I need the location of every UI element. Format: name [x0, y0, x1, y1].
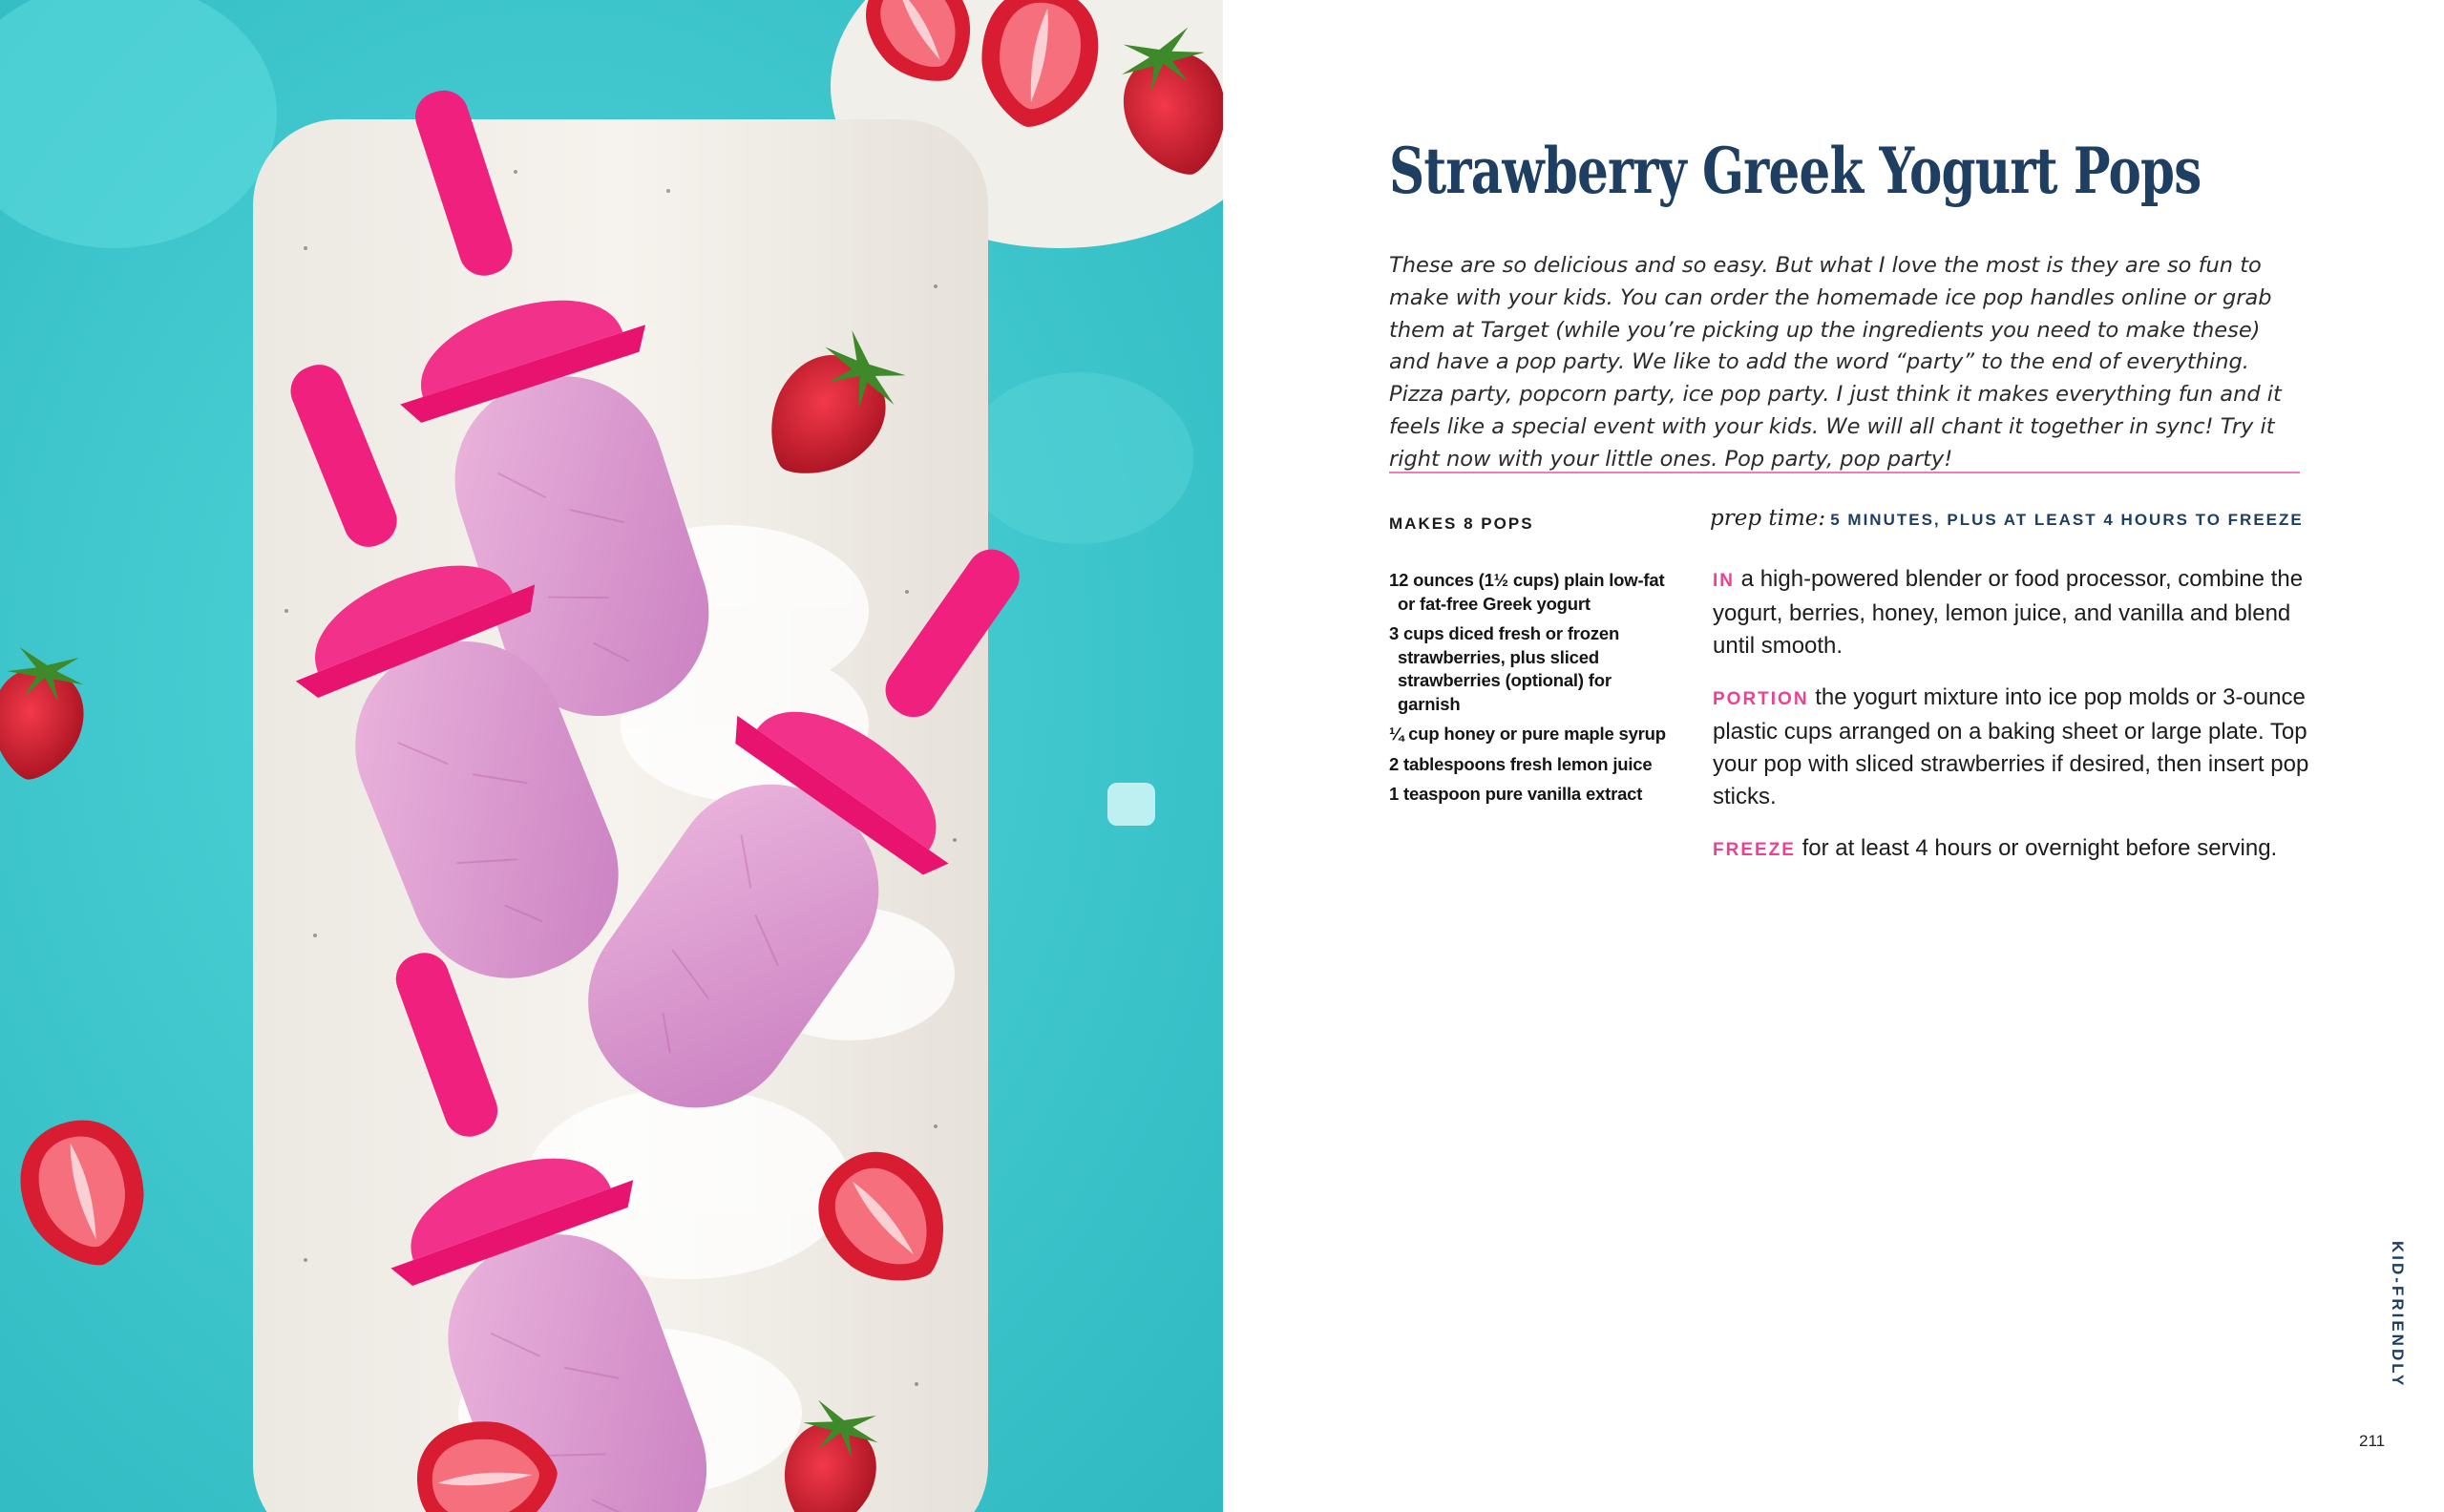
step-verb: PORTION — [1713, 689, 1809, 709]
ingredient-item: 12 ounces (1½ cups) plain low-fat or fat-free Greek yogurt — [1389, 570, 1665, 614]
ingredient-item: 3 cups diced fresh or frozen strawberries, plus sliced strawberries (optional) for garnish — [1389, 623, 1620, 714]
method-steps — [1713, 563, 2324, 886]
step-text: the yogurt mixture into ice pop molds or 3-ounce plastic cups arranged on a baking sheet or large plate. Top your pop with sliced strawberries if desired, then insert pop sticks. — [1713, 684, 2309, 809]
prep-time-label: prep time: — [1710, 506, 1826, 531]
recipe-yield: MAKES 8 POPS — [1389, 514, 1534, 533]
ingredient-item: 1 teaspoon pure vanilla extract — [1389, 784, 1643, 804]
section-divider — [1389, 472, 2300, 473]
method-step — [1713, 563, 2324, 662]
ingredient-list — [1389, 569, 1675, 813]
method-step — [1713, 682, 2324, 813]
method-step — [1713, 832, 2324, 867]
prep-time-value: 5 MINUTES, PLUS AT LEAST 4 HOURS TO FREEZE — [1830, 511, 2304, 529]
step-text: a high-powered blender or food processor, combine the yogurt, berries, honey, lemon juice, and vanilla and blend until smooth. — [1713, 566, 2304, 659]
recipe-title: Strawberry Greek Yogurt Pops — [1389, 134, 2202, 208]
chapter-side-tab: KID-FRIENDLY — [2389, 1241, 2407, 1389]
ingredient-item: 2 tablespoons fresh lemon juice — [1389, 753, 1653, 774]
page-number: 211 — [2359, 1432, 2386, 1450]
prep-time — [1710, 506, 2304, 531]
step-text: for at least 4 hours or overnight before serving. — [1801, 835, 2278, 861]
ingredient-item: ¼ cup honey or pure maple syrup — [1389, 724, 1666, 744]
recipe-intro: These are so delicious and so easy. But what I love the most is they are so fun to make with your kids. You can order the homemade ice pop handles online or grab them at Target (while you’re picking up the ingredients you need to make these) and have a pop party. We like to add the word “party” to the end of everything. Pizza party, popcorn party, ice pop party. I just think it makes everything fun and it feels like a special event with your kids. We will all chant it together in sync! Try it right now with your little ones. Pop party, pop party! — [1389, 253, 2282, 472]
step-verb: FREEZE — [1713, 840, 1796, 860]
step-verb: IN — [1713, 571, 1735, 591]
recipe-page — [1223, 0, 2444, 1512]
